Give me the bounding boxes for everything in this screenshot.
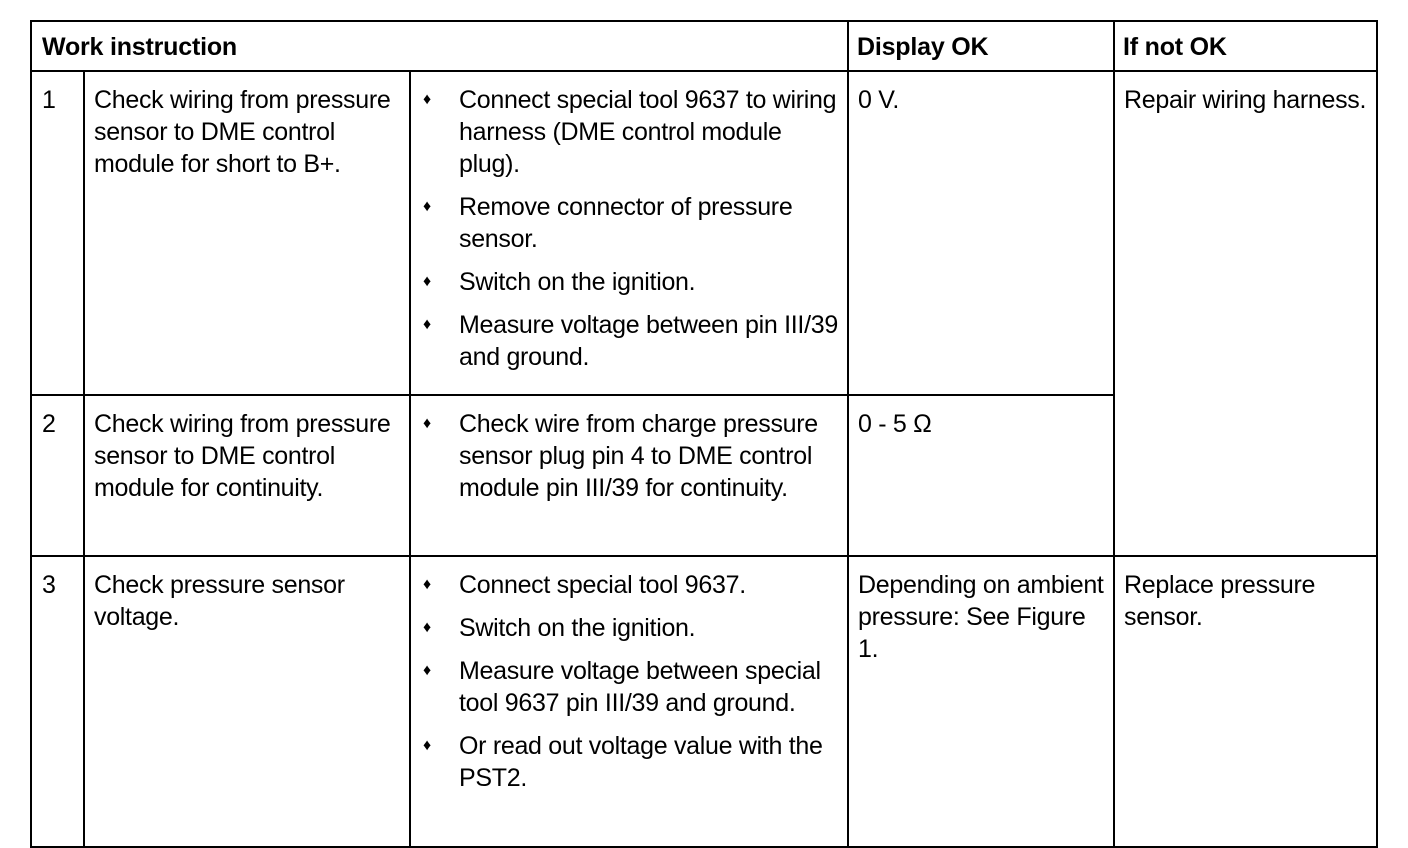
- step-actions: [410, 556, 848, 847]
- step-actions: [410, 395, 848, 556]
- table-row: [31, 71, 1377, 395]
- display-ok-value: Depending on ambient pressure: See Figure 1.: [848, 556, 1114, 847]
- action-list: [421, 84, 843, 373]
- diamond-bullet-icon: ♦: [423, 91, 431, 108]
- action-list: [421, 569, 843, 794]
- step-number: 1: [31, 71, 84, 395]
- diamond-bullet-icon: ♦: [423, 273, 431, 290]
- if-not-ok-value: Replace pressure sensor.: [1114, 556, 1377, 847]
- list-item: [421, 655, 843, 719]
- diamond-bullet-icon: ♦: [423, 619, 431, 636]
- diamond-bullet-icon: ♦: [423, 662, 431, 679]
- display-ok-value: 0 V.: [848, 71, 1114, 395]
- list-item: [421, 408, 843, 504]
- list-item: [421, 569, 843, 601]
- list-item: [421, 266, 843, 298]
- step-description: Check pressure sensor voltage.: [84, 556, 410, 847]
- diagnostic-table: [30, 20, 1378, 848]
- header-if-not-ok: If not OK: [1114, 21, 1377, 71]
- list-item: [421, 309, 843, 373]
- diamond-bullet-icon: ♦: [423, 316, 431, 333]
- step-description: Check wiring from pressure sensor to DME control module for continuity.: [84, 395, 410, 556]
- header-work-instruction: Work instruction: [31, 21, 848, 71]
- diamond-bullet-icon: ♦: [423, 415, 431, 432]
- action-list: [421, 408, 843, 504]
- action-text: Remove connector of pressure sensor.: [459, 193, 793, 253]
- list-item: [421, 730, 843, 794]
- action-text: Measure voltage between special tool 9637 pin III/39 and ground.: [459, 657, 821, 717]
- diamond-bullet-icon: ♦: [423, 198, 431, 215]
- list-item: [421, 84, 843, 180]
- step-number: 3: [31, 556, 84, 847]
- list-item: [421, 191, 843, 255]
- work-instruction-sheet: [30, 20, 1376, 810]
- diamond-bullet-icon: ♦: [423, 737, 431, 754]
- diamond-bullet-icon: ♦: [423, 576, 431, 593]
- action-text: Switch on the ignition.: [459, 614, 696, 642]
- step-actions: [410, 71, 848, 395]
- header-display-ok: Display OK: [848, 21, 1114, 71]
- action-text: Measure voltage between pin III/39 and ground.: [459, 311, 838, 371]
- action-text: Connect special tool 9637 to wiring harness (DME control module plug).: [459, 86, 837, 178]
- action-text: Check wire from charge pressure sensor plug pin 4 to DME control module pin III/39 for continuity.: [459, 410, 818, 502]
- header-row: [31, 21, 1377, 71]
- step-number: 2: [31, 395, 84, 556]
- display-ok-value: 0 - 5 Ω: [848, 395, 1114, 556]
- table-row: [31, 556, 1377, 847]
- if-not-ok-value: Repair wiring harness.: [1114, 71, 1377, 556]
- step-description: Check wiring from pressure sensor to DME control module for short to B+.: [84, 71, 410, 395]
- action-text: Connect special tool 9637.: [459, 571, 746, 599]
- action-text: Switch on the ignition.: [459, 268, 696, 296]
- list-item: [421, 612, 843, 644]
- action-text: Or read out voltage value with the PST2.: [459, 732, 823, 792]
